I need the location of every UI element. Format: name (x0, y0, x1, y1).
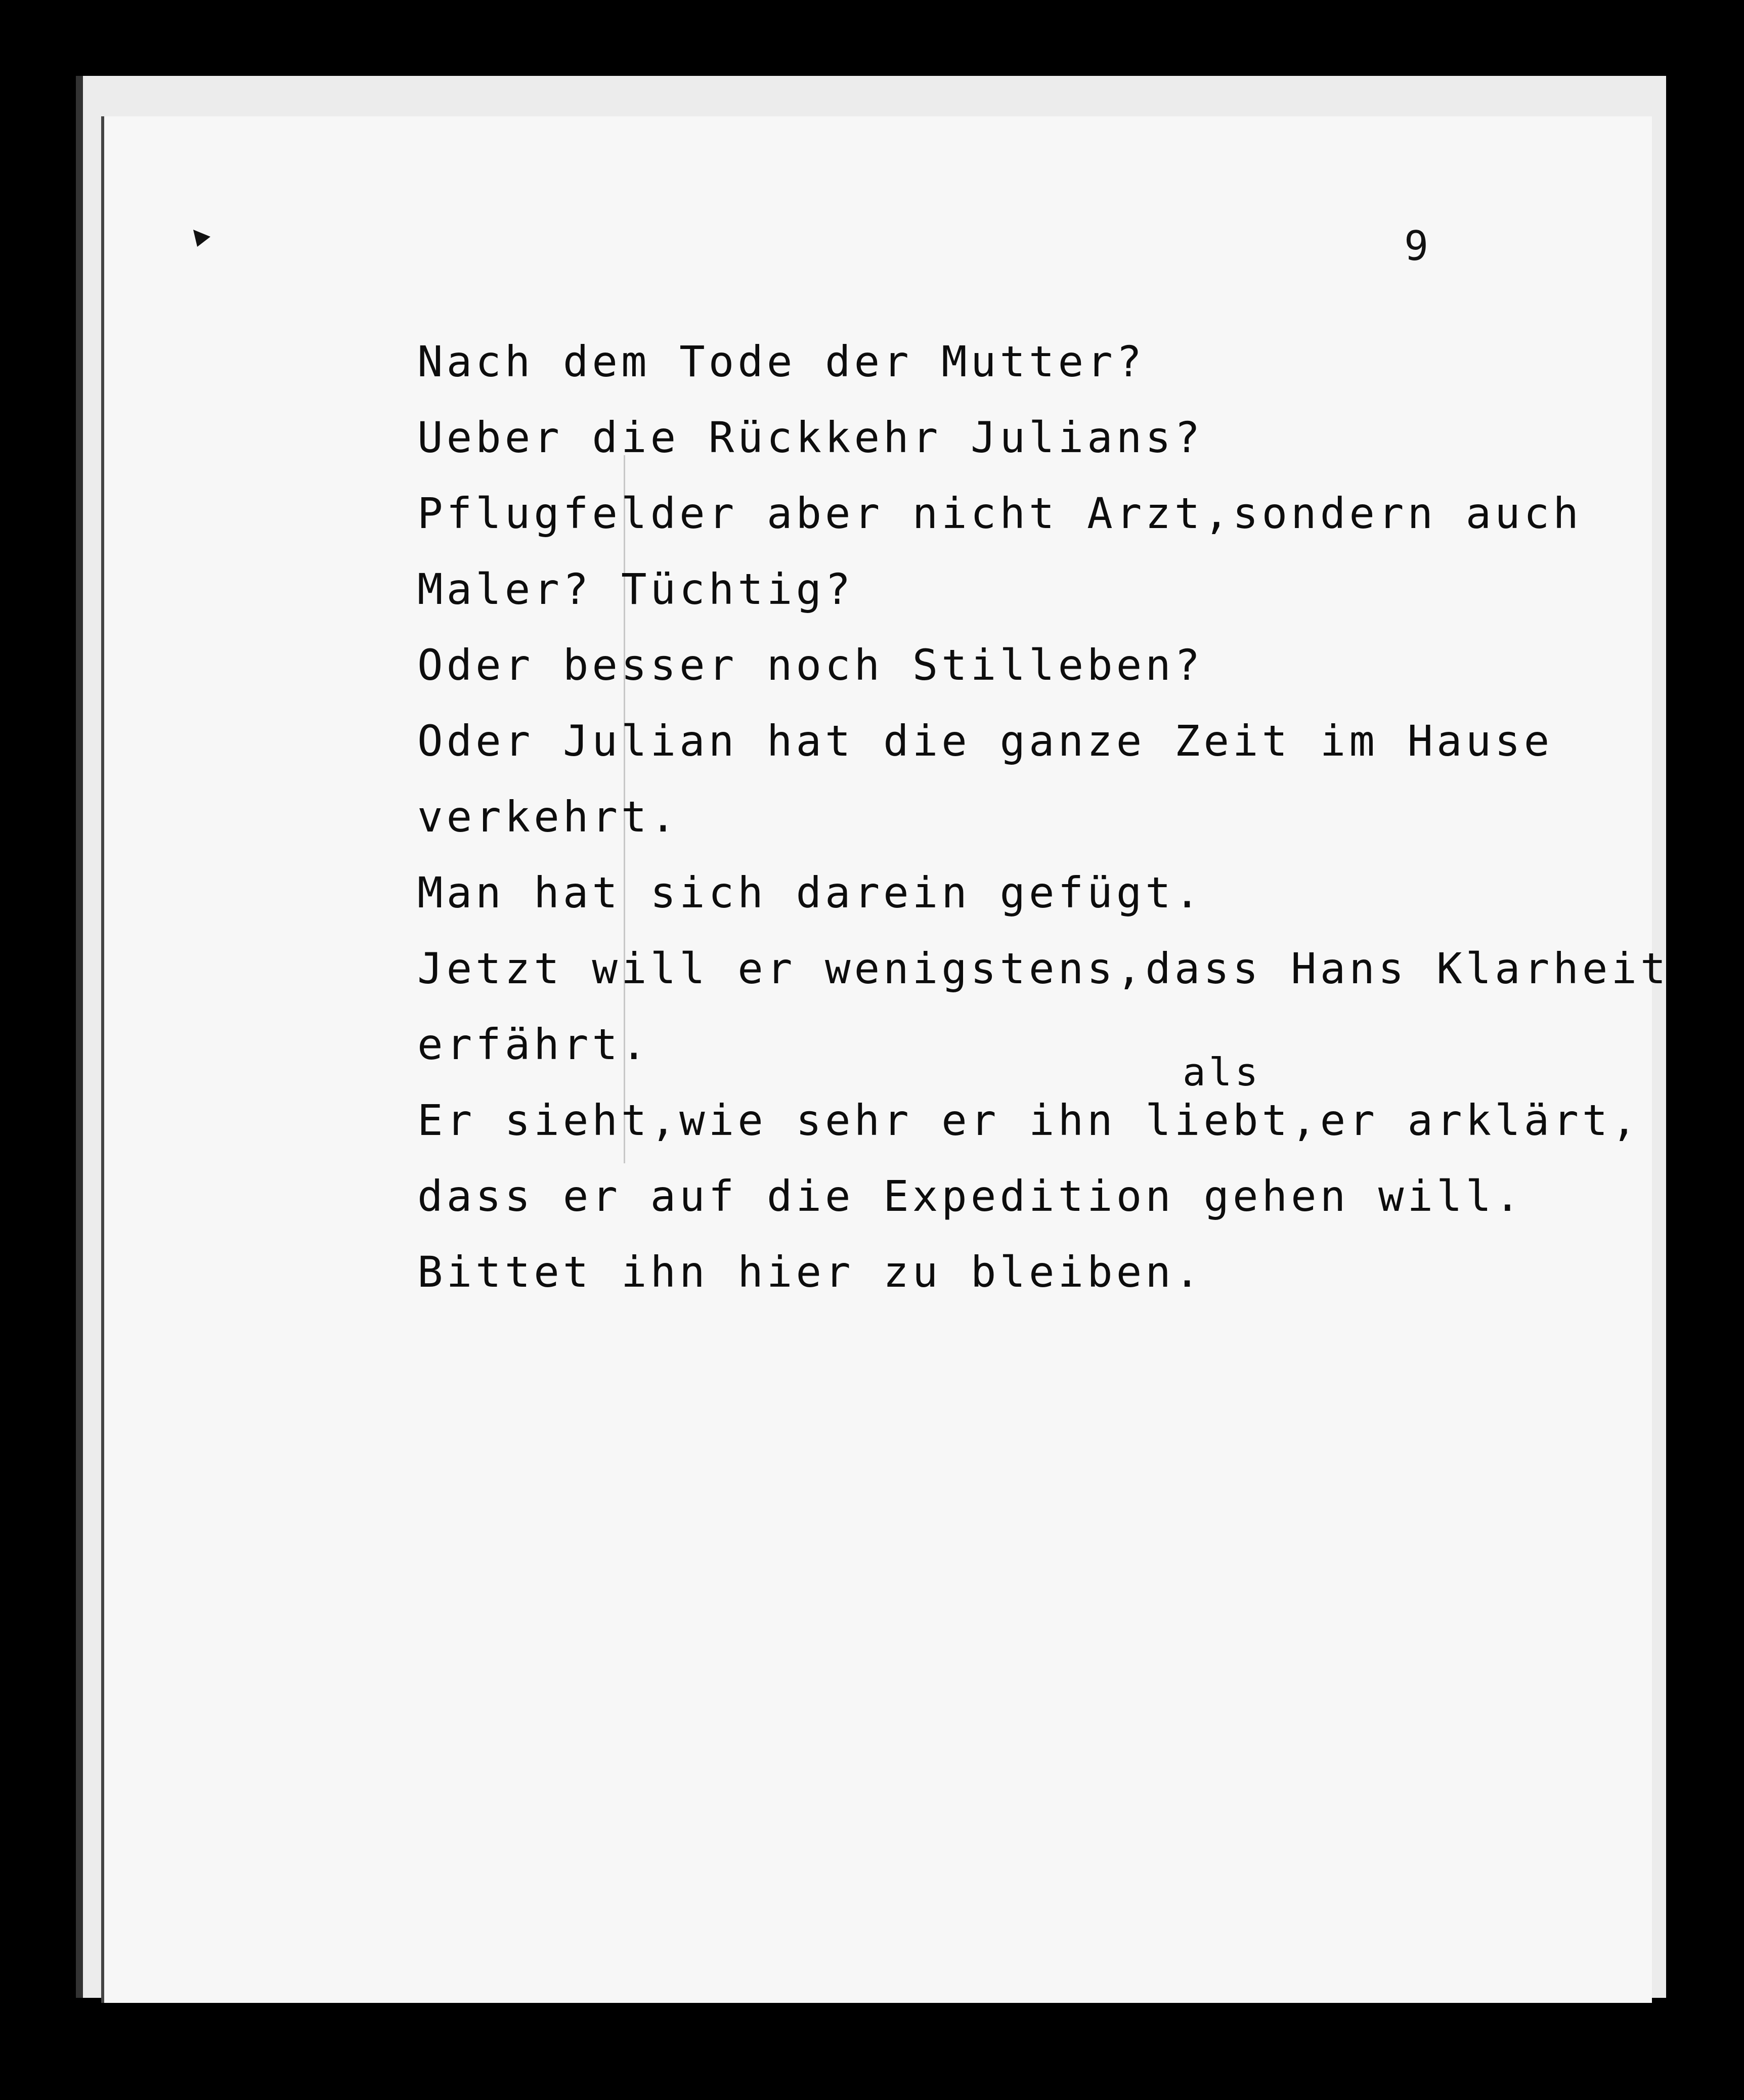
text-line: Bittet ihn hier zu bleiben. (417, 1247, 1204, 1297)
text-line: Nach dem Tode der Mutter? (417, 337, 1146, 386)
text-line: erfährt. (417, 1020, 650, 1069)
text-line: Ueber die Rückkehr Julians? (417, 413, 1204, 462)
page-number: 9 (1404, 223, 1429, 270)
text-line: dass er auf die Expedition gehen will. (417, 1171, 1524, 1221)
text-line: Er sieht,wie sehr er ihn liebt,er arklärt, (417, 1096, 1641, 1145)
text-line: Pflugfelder aber nicht Arzt,sondern auch (417, 489, 1582, 538)
text-line: Jetzt will er wenigstens,dass Hans Klarheit (417, 944, 1670, 993)
text-line: verkehrt. (417, 792, 680, 842)
text-line: Oder besser noch Stilleben? (417, 640, 1204, 690)
text-line: Maler? Tüchtig? (417, 564, 854, 614)
text-line: Man hat sich darein gefügt. (417, 868, 1204, 917)
bullet-mark (192, 228, 212, 248)
text-line: Oder Julian hat die ganze Zeit im Hause (417, 716, 1553, 766)
interlinear-insertion: als (1183, 1049, 1261, 1095)
typed-text-block (417, 324, 1670, 1310)
